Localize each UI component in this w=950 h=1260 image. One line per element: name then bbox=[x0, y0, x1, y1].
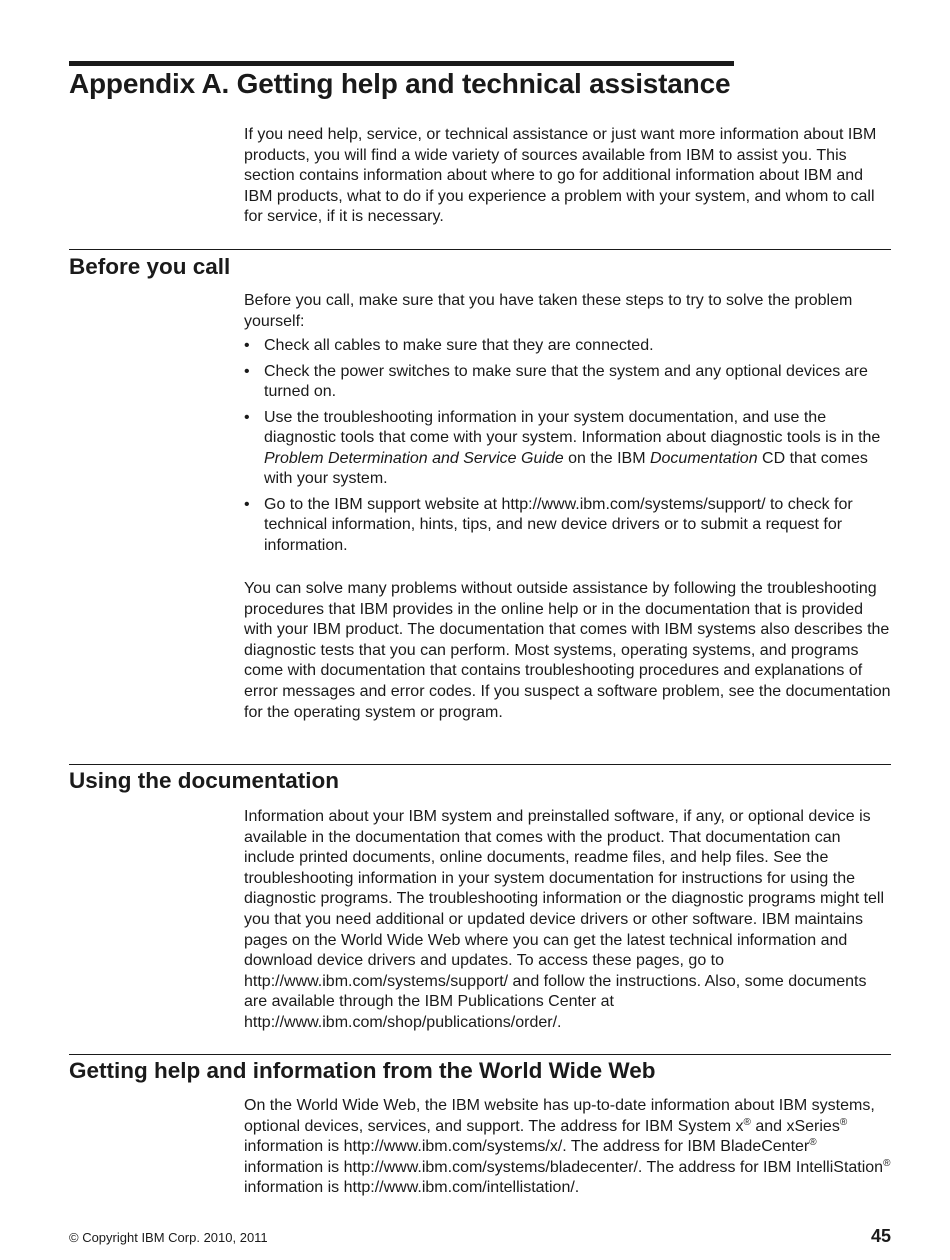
list-item: • Go to the IBM support website at http://www.ibm.com/systems/support/ to check for technical information, hints, tips, and new device drivers or to submit a request for information. bbox=[244, 495, 853, 554]
before-you-call-intro: Before you call, make sure that you have taken these steps to try to solve the problem yourself: bbox=[244, 292, 853, 330]
registered-mark: ® bbox=[839, 1116, 848, 1128]
section-title-before-you-call: Before you call bbox=[69, 254, 231, 279]
list-item: • Use the troubleshooting information in your system documentation, and use the diagnostic tools that come with your system. Information about diagnostic tools is in the Problem Determination and Service Guide on the IBM Documentation CD that comes with your system. bbox=[244, 408, 881, 488]
checklist bbox=[244, 336, 892, 556]
bullet-icon: • bbox=[244, 495, 250, 513]
www-body bbox=[244, 1096, 892, 1199]
registered-mark: ® bbox=[743, 1116, 751, 1128]
section-rule bbox=[69, 249, 891, 250]
chapter-intro-text: If you need help, service, or technical assistance or just want more information about IBM products, you will find a wide variety of sources available from IBM to assist you. This section contains information about where to go for additional information about IBM and IBM products, what to do if you experience a problem with your system, and whom to call for service, if it is necessary. bbox=[244, 126, 877, 226]
chapter-intro bbox=[244, 125, 892, 228]
guide-title: Problem Determination and Service Guide bbox=[264, 449, 564, 467]
section-title-using-documentation: Using the documentation bbox=[69, 768, 339, 793]
footer-copyright: © Copyright IBM Corp. 2010, 2011 bbox=[69, 1230, 268, 1245]
before-you-call-closing bbox=[244, 579, 892, 723]
chapter-title: Appendix A. Getting help and technical assistance bbox=[69, 68, 731, 99]
registered-mark: ® bbox=[883, 1157, 891, 1169]
list-item: • Check all cables to make sure that they are connected. bbox=[244, 336, 892, 357]
www-text: On the World Wide Web, the IBM website has up-to-date information about IBM systems, optional devices, services, and support. The address for IBM System x® and xSeries® information is http://www.ibm.com/systems/x/. The address for IBM BladeCenter® information is http://www.ibm.com/systems/bladecenter/. The address for IBM IntelliStation® information is http://www.ibm.com/intellistation/. bbox=[244, 1097, 891, 1197]
cd-title: Documentation bbox=[649, 449, 758, 467]
page-number: 45 bbox=[870, 1226, 891, 1246]
registered-mark: ® bbox=[809, 1137, 817, 1149]
bullet-icon: • bbox=[244, 408, 250, 426]
before-you-call-body bbox=[244, 291, 892, 561]
bullet-icon: • bbox=[244, 337, 250, 355]
section-title-www: Getting help and information from the World Wide Web bbox=[69, 1058, 656, 1083]
list-item: • Check the power switches to make sure that the system and any optional devices are turned on. bbox=[244, 362, 868, 401]
before-you-call-closing-text: You can solve many problems without outside assistance by following the troubleshooting procedures that IBM provides in the online help or in the documentation that is provided with your IBM product. The documentation that comes with IBM systems also describes the diagnostic tests that you can perform. Most systems, operating systems, and programs come with documentation that contains troubleshooting procedures and explanations of error messages and error codes. If you suspect a software problem, see the documentation for the operating system or program. bbox=[244, 580, 891, 721]
using-documentation-body bbox=[244, 807, 892, 1034]
section-rule bbox=[69, 764, 891, 765]
section-rule bbox=[69, 1054, 891, 1055]
using-documentation-text: Information about your IBM system and preinstalled software, if any, or optional device is available in the documentation that comes with the product. That documentation can include printed documents, online documents, readme files, and help files. See the troubleshooting information in your system documentation for instructions for using the diagnostic programs. The troubleshooting information or the diagnostic programs might tell you that you need additional or updated device drivers or other software. IBM maintains pages on the World Wide Web where you can get the latest technical information and download device drivers and updates. To access these pages, go to http://www.ibm.com/systems/support/ and follow the instructions. Also, some documents are available through the IBM Publications Center at http://www.ibm.com/shop/publications/order/. bbox=[244, 808, 885, 1031]
bullet-icon: • bbox=[244, 362, 250, 380]
